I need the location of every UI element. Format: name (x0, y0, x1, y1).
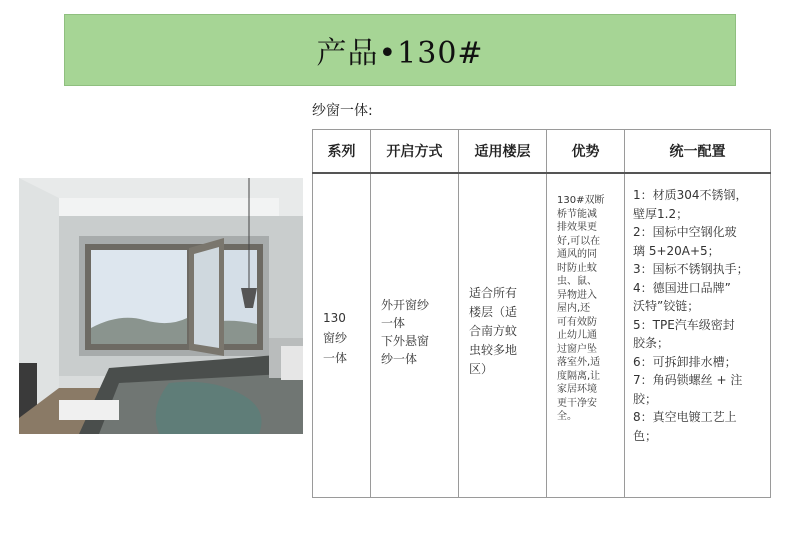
spec-table (312, 129, 771, 498)
page-title: 产品•130# (316, 36, 484, 71)
table-header-row (313, 130, 771, 174)
section-subtitle: 纱窗一体: (312, 103, 373, 119)
header-advantages: 优势 (547, 130, 625, 174)
cell-floors: 适合所有 楼层（适 合南方蚊 虫较多地 区） (459, 173, 547, 498)
cell-series: 130 窗纱 一体 (313, 173, 371, 498)
header-series: 系列 (313, 130, 371, 174)
table-row (313, 173, 771, 498)
header-floors: 适用楼层 (459, 130, 547, 174)
cell-opening-method: 外开窗纱 一体 下外悬窗 纱一体 (371, 173, 459, 498)
product-photo (19, 178, 303, 434)
title-banner (64, 14, 736, 86)
cell-advantages: 130#双断 桥节能减 排效果更 好,可以在 通风的同 时防止蚊 虫、鼠、 异物进入 屋内,还 可有效防 止幼儿通 过窗户坠 落室外,适 度隔离,让 家居环境 更干净安 全。 (547, 173, 625, 498)
cell-configuration: 1：材质304不锈钢， 壁厚1.2； 2：国标中空钢化玻 璃 5+20A+5； 3：国标不锈钢执手； 4：德国进口品牌” 沃特”铰链； 5：TPE汽车级密封 胶条； 6：可拆卸排水槽； 7：角码锁螺丝 + 注 胶； 8：真空电镀工艺上 色； (625, 173, 771, 498)
header-opening-method: 开启方式 (371, 130, 459, 174)
header-configuration: 统一配置 (625, 130, 771, 174)
bedroom-window-image (19, 178, 303, 434)
